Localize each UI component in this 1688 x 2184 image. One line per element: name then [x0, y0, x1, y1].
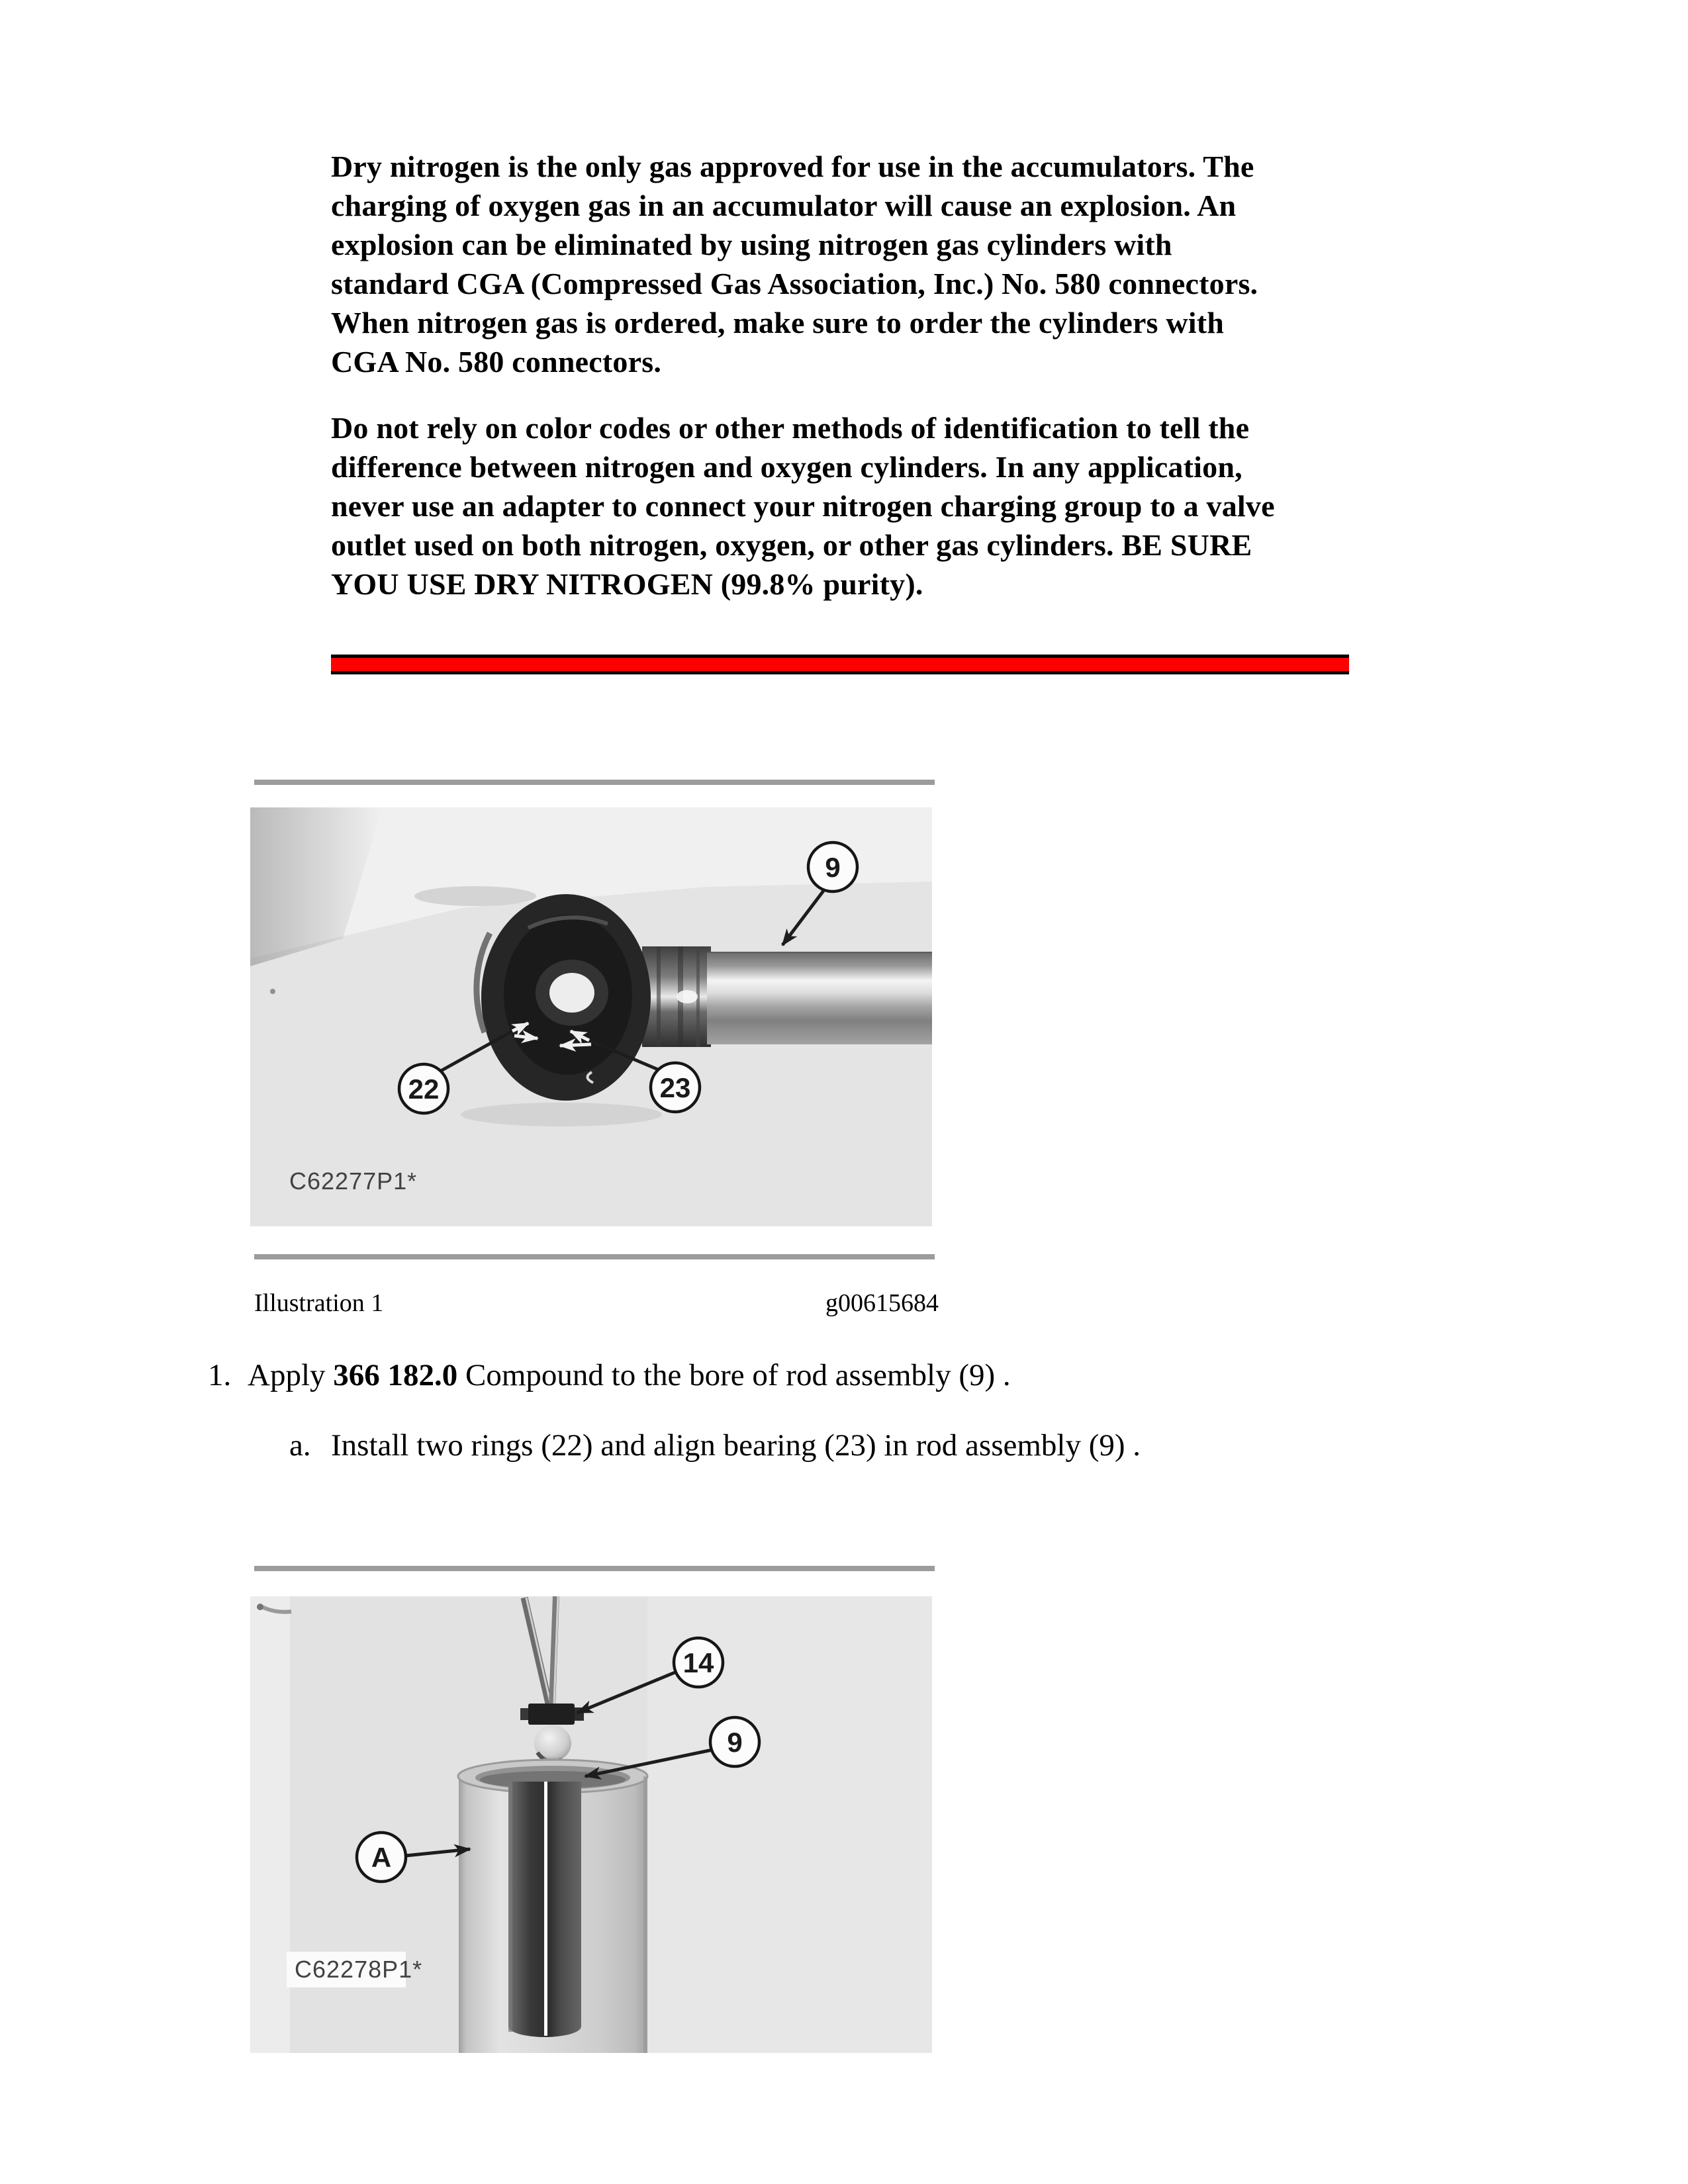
photo1-id-label: C62277P1*: [289, 1167, 418, 1195]
warning-line: never use an adapter to connect your nitrogen charging group to a valve: [331, 489, 1275, 523]
rod-eye-bore: [549, 973, 594, 1013]
step-1-text: [248, 1357, 1011, 1394]
figure2-top-rule: [254, 1566, 935, 1571]
callout-a: [357, 1833, 406, 1882]
callout-9-label: 9: [825, 852, 841, 883]
callout-9-label: 9: [727, 1727, 743, 1758]
warning-line: explosion can be eliminated by using nitrogen gas cylinders with: [331, 228, 1172, 261]
figure1-caption-row: [254, 1288, 939, 1318]
warning-line: Do not rely on color codes or other methods of identification to tell the: [331, 411, 1250, 445]
red-divider-bar: [331, 655, 1349, 674]
warning-line: outlet used on both nitrogen, oxygen, or other gas cylinders. BE SURE: [331, 528, 1252, 562]
step-1a-text: Install two rings (22) and align bearing (23) in rod assembly (9) .: [331, 1428, 1141, 1463]
warning-line: charging of oxygen gas in an accumulator will cause an explosion. An: [331, 189, 1237, 222]
figure2-rod-install-photo: [250, 1596, 932, 2053]
step-1-part-number: 366 182.0: [333, 1358, 458, 1392]
callout-a-label: A: [371, 1842, 392, 1873]
photo1-speck: [270, 989, 275, 994]
step-1a-letter: a.: [289, 1428, 311, 1463]
photo2-background-left: [250, 1596, 290, 2053]
callout-9: [710, 1717, 759, 1766]
rod-shaft: [707, 952, 932, 1044]
illustration-caption: Illustration 1: [254, 1289, 384, 1317]
step-1-text-prefix: Apply: [248, 1358, 334, 1392]
warning-line: YOU USE DRY NITROGEN (99.8% purity).: [331, 567, 923, 601]
photo1-table-shadow: [414, 886, 536, 906]
callout-14-label: 14: [682, 1647, 714, 1678]
rod-assembly-column: [508, 1782, 581, 2037]
photo2-id-label-box: [287, 1952, 422, 1987]
warning-line: Dry nitrogen is the only gas approved for use in the accumulators. The: [331, 150, 1254, 183]
warning-line: standard CGA (Compressed Gas Association, Inc.) No. 580 connectors.: [331, 267, 1258, 300]
warning-line: CGA No. 580 connectors.: [331, 345, 662, 379]
callout-9: [808, 842, 857, 891]
warning-line: When nitrogen gas is ordered, make sure to order the cylinders with: [331, 306, 1225, 340]
figure1-top-rule: [254, 780, 935, 785]
callout-14: [674, 1638, 723, 1687]
step-1-text-suffix: Compound to the bore of rod assembly (9) .: [457, 1358, 1011, 1392]
callout-23-label: 23: [659, 1072, 691, 1103]
callout-22: [399, 1064, 448, 1113]
callout-22-label: 22: [408, 1073, 440, 1105]
figure1-rod-assembly-photo: [250, 807, 932, 1226]
figure1-bottom-rule: [254, 1254, 935, 1259]
rod-eye-shadow: [461, 1103, 662, 1126]
illustration-ref: g00615684: [825, 1289, 939, 1317]
lifting-clamp: [520, 1704, 584, 1725]
warning-paragraph-1: [331, 147, 1354, 381]
rod-coupling: [642, 946, 711, 1047]
photo2-id-label: C62278P1*: [295, 1956, 423, 1983]
warning-line: difference between nitrogen and oxygen cylinders. In any application,: [331, 450, 1243, 484]
step-1-number: 1.: [208, 1358, 232, 1392]
callout-23: [651, 1063, 700, 1112]
warning-paragraph-2: [331, 408, 1354, 604]
